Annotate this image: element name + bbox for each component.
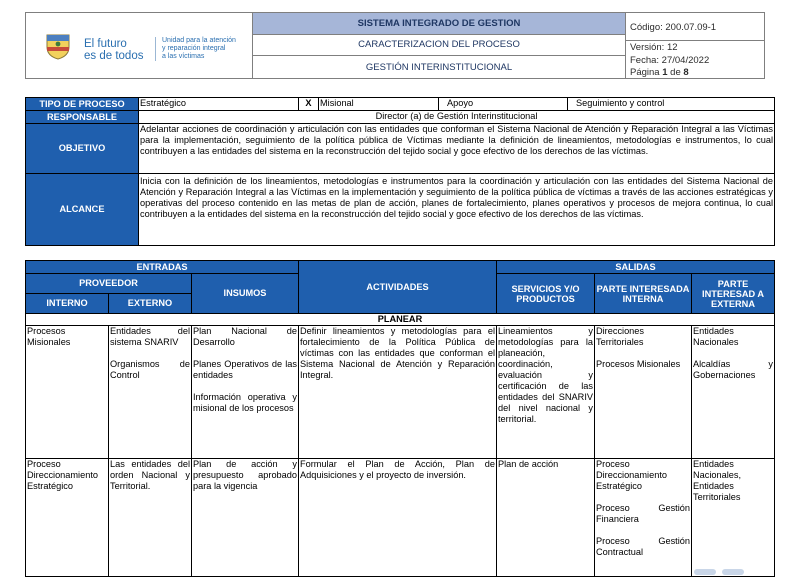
coat-of-arms-icon	[45, 32, 71, 60]
document-date: Fecha: 27/04/2022	[630, 55, 710, 66]
salidas-header: SALIDAS	[497, 261, 775, 274]
insumos-header: INSUMOS	[192, 274, 299, 314]
objetivo-text: Adelantar acciones de coordinación y articulación con las entidades que conforman el Sistema Nacional de Atención y Reparación Integral a las Víctimas para la implementación, seguimiento de la política pública de Víctimas mediante la definición de lineamientos, metodologías e instrumentos, lo cual contribuyen a las entidades del sistema en la reconstrucción del tejido social y goce efectivo de los derechos de las víctimas.	[139, 124, 775, 174]
system-title: SISTEMA INTEGRADO DE GESTION	[253, 13, 625, 34]
row2-insumos: Plan de acción y presupuesto aprobado para la vigencia	[192, 459, 299, 577]
row2-interno: Proceso Direccionamiento Estratégico	[26, 459, 109, 577]
document-subtitle: CARACTERIZACION DEL PROCESO	[253, 34, 625, 55]
alcance-text: Inicia con la definición de los lineamientos, metodologías e instrumentos para la coordinación y articulación con las entidades del Sistema Nacional de Atención y Reparación Integral a las Víctimas en la implementación y seguimiento de la política pública de víctimas a través de las acciones estratégicas y operativas del proceso contenido en las metas de plan de acción, planes de fortalecimiento, planes operativos y procesos de mejora continua, lo cual contribuyen a la entidades del sistema en la reconstrucción del tejido social y goce efectivo de los derechos de las víctimas.	[139, 174, 775, 246]
phase-planear: PLANEAR	[26, 314, 775, 326]
externo-header: EXTERNO	[109, 294, 192, 314]
row1-actividades: Definir lineamientos y metodologías para el fortalecimiento de la Política Pública de víctimas con las entidades que conforman el Sistema Nacional de Atención y Reparación Integral.	[299, 326, 497, 459]
objetivo-label: OBJETIVO	[26, 124, 139, 174]
row1-externo: Entidades del sistema SNARIV Organismos de Control	[109, 326, 192, 459]
selected-mark: X	[299, 98, 319, 111]
document-header	[25, 12, 765, 79]
option-estrategico: Estratégico	[139, 98, 299, 111]
row2-servicios: Plan de acción	[497, 459, 595, 577]
option-apoyo: Apoyo	[439, 98, 568, 111]
parte-externa-header: PARTE INTERESAD A EXTERNA	[692, 274, 775, 314]
process-matrix	[25, 260, 775, 577]
logo-cell	[26, 13, 253, 79]
tipo-proceso-label: TIPO DE PROCESO	[26, 98, 139, 111]
row1-insumos: Plan Nacional de Desarrollo Planes Operativos de las entidades Información operativa y misional de los procesos	[192, 326, 299, 459]
process-info-table	[25, 97, 775, 246]
responsable-value: Director (a) de Gestión Interinstitucional	[139, 111, 775, 124]
page-indicator: Página 1 de 8	[630, 67, 689, 78]
row2-externo: Las entidades del orden Nacional y Territorial.	[109, 459, 192, 577]
row1-interno: Procesos Misionales	[26, 326, 109, 459]
servicios-header: SERVICIOS Y/O PRODUCTOS	[497, 274, 595, 314]
logo-main-text: El futuro es de todos	[84, 38, 144, 62]
document-code: Código: 200.07.09-1	[630, 22, 717, 33]
option-seguimiento: Seguimiento y control	[568, 98, 775, 111]
logo-side-text: Unidad para la atención y reparación integral a las víctimas	[155, 37, 236, 61]
document-control	[626, 13, 765, 79]
row2-parte-externa: Entidades Nacionales, Entidades Territoriales	[692, 459, 775, 577]
row2-actividades: Formular el Plan de Acción, Plan de Adquisiciones y el proyecto de inversión.	[299, 459, 497, 577]
interno-header: INTERNO	[26, 294, 109, 314]
proveedor-header: PROVEEDOR	[26, 274, 192, 294]
responsable-label: RESPONSABLE	[26, 111, 139, 124]
row1-servicios: Lineamientos y metodologías para la planeación, coordinación, evaluación y certificación de las entidades del SNARIV del nivel nacional y territorial.	[497, 326, 595, 459]
parte-interna-header: PARTE INTERESADA INTERNA	[595, 274, 692, 314]
row1-parte-externa: Entidades Nacionales Alcaldías y Gobernaciones	[692, 326, 775, 459]
row2-parte-interna: Proceso Direccionamiento Estratégico Proceso Gestión Financiera Proceso Gestión Contractual	[595, 459, 692, 577]
document-version: Versión: 12	[626, 40, 764, 55]
row1-parte-interna: Direcciones Territoriales Procesos Misionales	[595, 326, 692, 459]
scroll-indicator-left[interactable]	[694, 569, 716, 575]
process-name: GESTIÓN INTERINSTITUCIONAL	[253, 55, 625, 78]
alcance-label: ALCANCE	[26, 174, 139, 246]
header-titles	[253, 13, 626, 79]
actividades-header: ACTIVIDADES	[299, 261, 497, 314]
option-misional: Misional	[319, 98, 439, 111]
entradas-header: ENTRADAS	[26, 261, 299, 274]
scroll-indicator-right[interactable]	[722, 569, 744, 575]
